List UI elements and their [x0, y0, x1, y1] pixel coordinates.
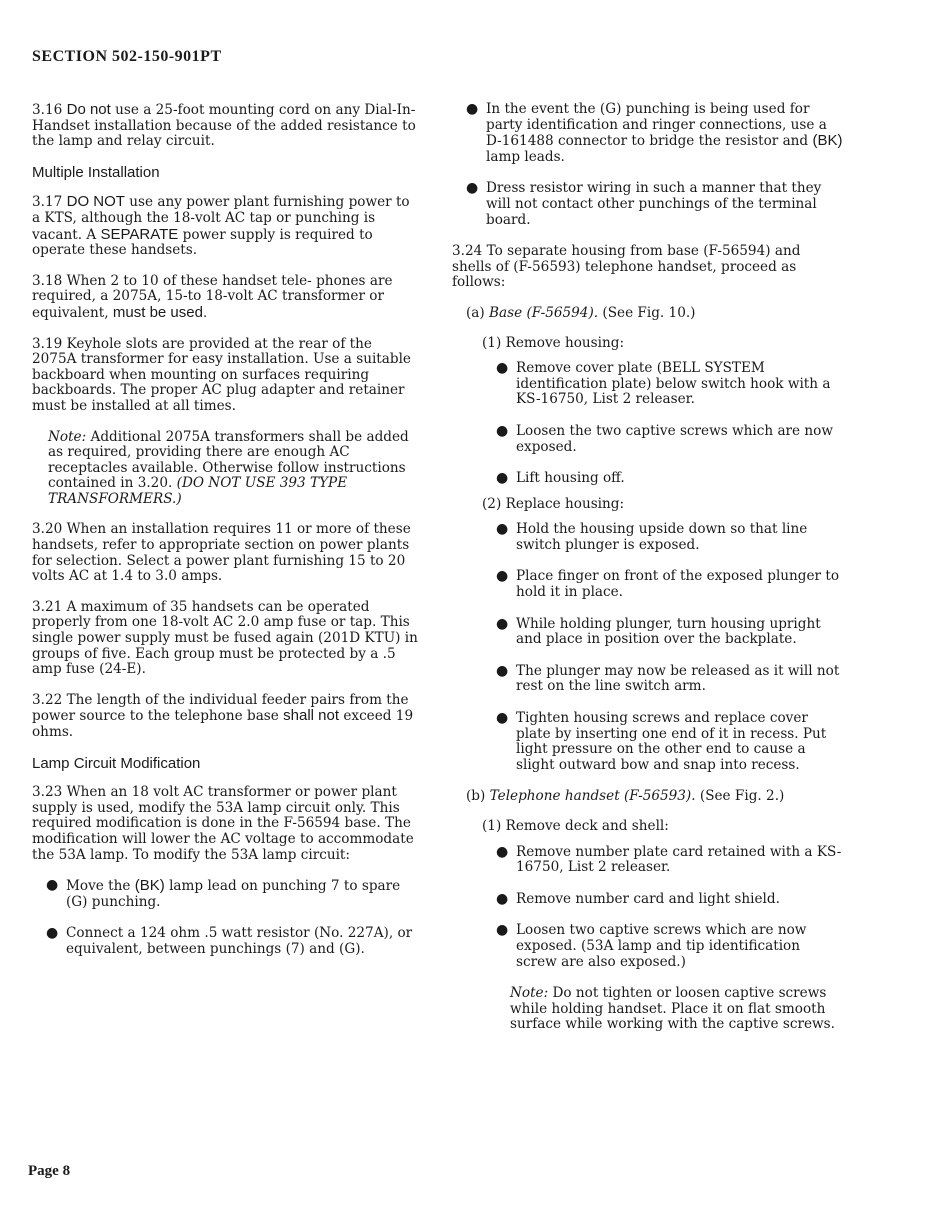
bullet-icon: ● [496, 568, 509, 585]
list-item: ● Tighten housing screws and replace cover plate by inserting one end of it in recess. Put light pressure on the other end to cause a slight outward bow and snap into recess. [496, 710, 827, 773]
left-column [32, 102, 420, 974]
bullet-icon: ● [466, 101, 479, 117]
bullet-icon: ● [496, 922, 509, 939]
remove-deck-list [452, 845, 844, 971]
paragraph-3-23: 3.23 When an 18 volt AC transformer or power plant supply is used, modify the 53A lamp circuit only. This required modification is done in the F-56594 base. The modification will lower the AC voltage to accommodate the 53A lamp. To modify the 53A lamp circuit: [32, 784, 414, 863]
bullet-icon: ● [46, 877, 59, 894]
resistor-list [452, 102, 844, 228]
heading-multiple-installation: Multiple Installation [32, 163, 160, 181]
step-remove-housing: (1) Remove housing: [482, 334, 625, 351]
page-number: Page 8 [28, 1163, 71, 1179]
paragraph-3-16: 3.16 Do not use a 25-foot mounting cord on any Dial-In-Handset installation because of the added resistance to the lamp and relay circuit. [32, 101, 416, 150]
bullet-icon: ● [46, 925, 59, 942]
emphasis: SEPARATE [100, 225, 179, 243]
note-captive-screws: Note: Do not tighten or loosen captive screws while holding handset. Place it on flat smooth surface while working with the captive screws. [510, 985, 835, 1033]
note-transformers: Note: Additional 2075A transformers shall be added as required, providing there are enough AC receptacles available. Otherwise follow instructions contained in 3.20. (DO NOT USE 393 TYPE TRANSFORMERS.) [48, 428, 409, 507]
right-column [452, 102, 844, 1033]
list-item: ● Remove cover plate (BELL SYSTEM identification plate) below switch hook with a KS-16750, List 2 releaser. [496, 360, 831, 408]
bullet-icon: ● [496, 662, 509, 679]
emphasis: (BK) [812, 132, 843, 150]
list-item: ● Remove number plate card retained with a KS-16750, List 2 releaser. [496, 843, 842, 876]
paragraph-3-17: 3.17 DO NOT use any power plant furnishing power to a KTS, although the 18-volt AC tap or punching is vacant. A SEPARATE power supply is required to operate these handsets. [32, 193, 410, 259]
emphasis: (BK) [134, 877, 165, 895]
bullet-icon: ● [496, 470, 509, 487]
step-remove-deck: (1) Remove deck and shell: [482, 818, 669, 834]
list-item: ● Connect a 124 ohm .5 watt resistor (No. 227A), or equivalent, between punchings (7) and (G). [46, 925, 413, 957]
list-item: ● Move the (BK) lamp lead on punching 7 to spare (G) punching. [46, 877, 401, 910]
list-item: ● Dress resistor wiring in such a manner that they will not contact other punchings of the terminal board. [466, 180, 822, 228]
list-item: ● Lift housing off. [496, 470, 625, 487]
remove-housing-list [452, 361, 844, 487]
step-b-handset: (b) Telephone handset (F-56593). (See Fig. 2.) [466, 788, 785, 805]
list-item: ● Hold the housing upside down so that line switch plunger is exposed. [496, 521, 808, 553]
paragraph-3-21: 3.21 A maximum of 35 handsets can be operated properly from one 18-volt AC 2.0 amp fuse or tap. This single power supply must be fused again (201D KTU) in groups of five. Each group must be protected by a .5 amp fuse (24-E). [32, 598, 418, 678]
paragraph-3-22: 3.22 The length of the individual feeder pairs from the power source to the telephone base shall not exceed 19 ohms. [32, 691, 414, 740]
replace-housing-list [452, 522, 844, 773]
emphasis: shall not [283, 707, 340, 725]
step-replace-housing: (2) Replace housing: [482, 495, 625, 512]
list-item: ● Place finger on front of the exposed plunger to hold it in place. [496, 568, 840, 601]
emphasis: must be used. [112, 303, 208, 321]
paragraph-3-18: 3.18 When 2 to 10 of these handset tele- phones are required, a 2075A, 15-to 18-volt AC transformer or equivalent, must be used. [32, 272, 393, 321]
bullet-icon: ● [496, 843, 509, 860]
list-item: ● In the event the (G) punching is being used for party identification and ringer connections, use a D-161488 connector to bridge the resistor and (BK) lamp leads. [466, 101, 843, 165]
paragraph-number: 3.16 [32, 102, 63, 118]
bullet-icon: ● [466, 180, 479, 197]
list-item: ● The plunger may now be released as it will not rest on the line switch arm. [496, 662, 840, 695]
bullet-icon: ● [496, 422, 509, 439]
lamp-modification-list [32, 878, 420, 957]
paragraph-3-24: 3.24 To separate housing from base (F-56594) and shells of (F-56593) telephone handset, proceed as follows: [452, 243, 801, 291]
paragraph-3-19: 3.19 Keyhole slots are provided at the rear of the 2075A transformer for easy installation. Use a suitable backboard when mounting on surfaces requiring backboards. The proper AC plug adapter and retainer must be installed at all times. [32, 335, 411, 414]
bullet-icon: ● [496, 710, 509, 727]
note-label: Note: [510, 985, 549, 1002]
step-a-base: (a) Base (F-56594). (See Fig. 10.) [466, 304, 696, 321]
emphasis: DO NOT [66, 193, 125, 211]
list-item: ● Remove number card and light shield. [496, 890, 780, 907]
bullet-icon: ● [496, 890, 509, 907]
note-label: Note: [48, 428, 87, 445]
bullet-icon: ● [496, 521, 509, 538]
bullet-icon: ● [496, 360, 509, 377]
list-item: ● Loosen the two captive screws which are now exposed. [496, 422, 833, 455]
section-header: SECTION 502-150-901PT [32, 48, 222, 65]
bullet-icon: ● [496, 615, 509, 632]
heading-lamp-circuit: Lamp Circuit Modification [32, 754, 201, 772]
list-item: ● Loosen two captive screws which are now exposed. (53A lamp and tip identification screw are also exposed.) [496, 922, 807, 970]
paragraph-3-20: 3.20 When an installation requires 11 or more of these handsets, refer to appropriate section on power plants for selection. Select a power plant furnishing 15 to 20 volts AC at 1.4 to 3.0 amps. [32, 521, 411, 585]
list-item: ● While holding plunger, turn housing upright and place in position over the backplate. [496, 615, 821, 648]
emphasis: Do not [66, 101, 111, 118]
